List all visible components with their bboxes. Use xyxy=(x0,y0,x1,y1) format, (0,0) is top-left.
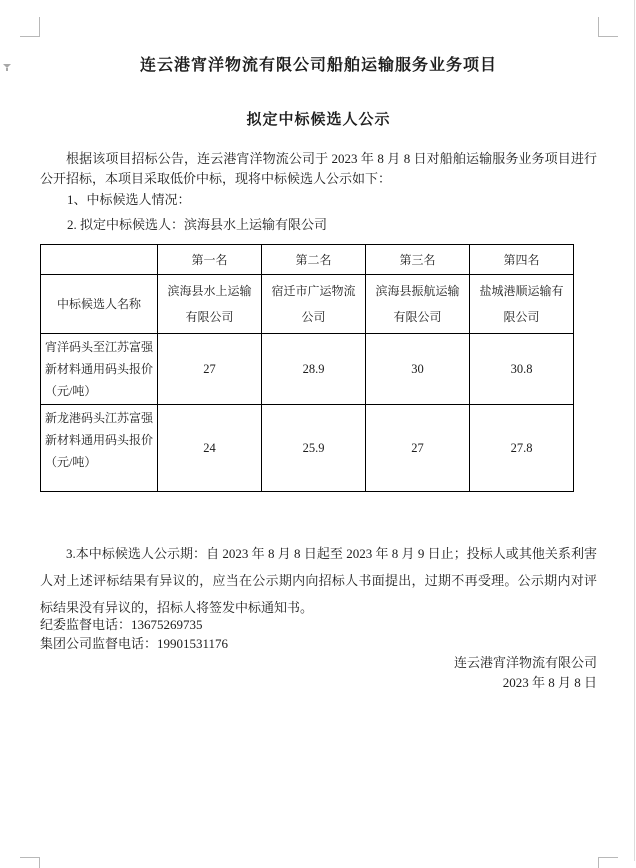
row-label-cell: 新龙港码头江苏富强新材料通用码头报价（元/吨） xyxy=(41,405,158,492)
table-candidate-name-row xyxy=(41,275,574,334)
signature-company: 连云港宵洋物流有限公司 xyxy=(453,655,597,670)
signature-date: 2023 年 8 月 8 日 xyxy=(502,675,597,690)
price-value-cell: 30.8 xyxy=(470,334,574,405)
list-item-1: 1、中标候选人情况： xyxy=(67,192,191,207)
candidate-name-cell: 盐城港顺运输有限公司 xyxy=(470,275,574,334)
document-content xyxy=(40,0,597,693)
table-price-row xyxy=(41,405,574,492)
candidate-name-cell: 滨海县水上运输有限公司 xyxy=(158,275,262,334)
table-corner-cell xyxy=(41,245,158,275)
table-price-row xyxy=(41,334,574,405)
rank-header-cell: 第二名 xyxy=(262,245,366,275)
page-edge-line xyxy=(634,0,635,861)
outline-collapse-icon xyxy=(3,64,11,68)
rank-header-cell: 第四名 xyxy=(470,245,574,275)
group-phone-line: 集团公司监督电话：19901531176 xyxy=(40,636,229,651)
crop-mark-bottom-left xyxy=(20,857,40,868)
rank-header-cell: 第三名 xyxy=(366,245,470,275)
candidate-name-cell: 滨海县振航运输有限公司 xyxy=(366,275,470,334)
price-value-cell: 27.8 xyxy=(470,405,574,492)
document-title: 连云港宵洋物流有限公司船舶运输服务业务项目 xyxy=(139,57,497,74)
rank-header-cell: 第一名 xyxy=(158,245,262,275)
list-item-2: 2. 拟定中标候选人：滨海县水上运输有限公司 xyxy=(67,217,328,232)
price-value-cell: 27 xyxy=(366,405,470,492)
price-value-cell: 28.9 xyxy=(262,334,366,405)
price-value-cell: 24 xyxy=(158,405,262,492)
bid-candidates-table xyxy=(40,244,574,492)
intro-paragraph: 根据该项目招标公告，连云港宵洋物流公司于 2023 年 8 月 8 日对船舶运输服务业务项目进行公开招标，本项目采取低价中标，现将中标候选人公示如下： xyxy=(40,151,597,186)
row-label-cell: 宵洋码头至江苏富强新材料通用码头报价（元/吨） xyxy=(41,334,158,405)
discipline-phone-line: 纪委监督电话：13675269735 xyxy=(40,617,203,632)
table-rank-header-row xyxy=(41,245,574,275)
price-value-cell: 30 xyxy=(366,334,470,405)
candidate-name-cell: 宿迁市广运物流公司 xyxy=(262,275,366,334)
crop-mark-top-left xyxy=(20,17,40,37)
document-subtitle: 拟定中标候选人公示 xyxy=(246,112,391,128)
row-label-cell: 中标候选人名称 xyxy=(41,275,158,334)
price-value-cell: 25.9 xyxy=(262,405,366,492)
crop-mark-bottom-right xyxy=(598,857,618,868)
crop-mark-top-right xyxy=(598,17,618,37)
notice-paragraph: 3.本中标候选人公示期：自 2023 年 8 月 8 日起至 2023 年 8 月 9 日止；投标人或其他关系利害人对上述评标结果有异议的，应当在公示期内向招标人书面提出，过期不再受理。公示期内对评标结果没有异议的，招标人将签发中标通知书。 xyxy=(40,546,597,615)
price-value-cell: 27 xyxy=(158,334,262,405)
